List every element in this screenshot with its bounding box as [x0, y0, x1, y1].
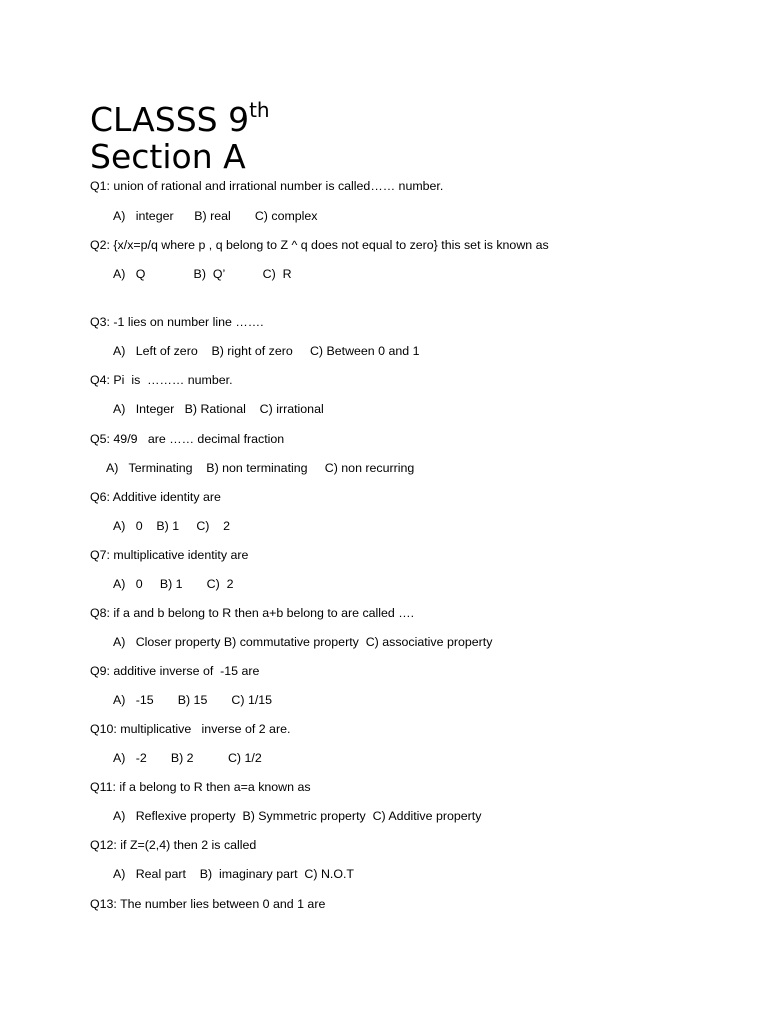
question-6: Q6: Additive identity are — [90, 490, 221, 504]
question-8: Q8: if a and b belong to R then a+b belong to are called …. — [90, 606, 415, 620]
question-5: Q5: 49/9 are …… decimal fraction — [90, 432, 285, 446]
question-12: Q12: if Z=(2,4) then 2 is called — [90, 838, 257, 852]
question-9: Q9: additive inverse of -15 are — [90, 664, 260, 678]
question-2-options: A) Q B) Q’ C) R — [113, 267, 292, 281]
question-3-options: A) Left of zero B) right of zero C) Between 0 and 1 — [113, 344, 420, 358]
question-6-options: A) 0 B) 1 C) 2 — [113, 519, 231, 533]
question-13: Q13: The number lies between 0 and 1 are — [90, 897, 326, 911]
class-title — [90, 93, 270, 139]
class-title-superscript: th — [249, 98, 270, 122]
class-title-text: CLASSS 9 — [90, 100, 250, 139]
question-10: Q10: multiplicative inverse of 2 are. — [90, 722, 291, 736]
question-11: Q11: if a belong to R then a=a known as — [90, 780, 311, 794]
question-9-options: A) -15 B) 15 C) 1/15 — [113, 693, 273, 707]
question-1-options: A) integer B) real C) complex — [113, 209, 318, 223]
question-8-options: A) Closer property B) commutative property C) associative property — [113, 635, 493, 649]
question-1: Q1: union of rational and irrational number is called…… number. — [90, 179, 444, 193]
question-5-options: A) Terminating B) non terminating C) non recurring — [106, 461, 415, 475]
section-title: Section A — [90, 137, 246, 176]
question-12-options: A) Real part B) imaginary part C) N.O.T — [113, 867, 354, 881]
question-7: Q7: multiplicative identity are — [90, 548, 249, 562]
question-3: Q3: -1 lies on number line ……. — [90, 315, 264, 329]
question-2: Q2: {x/x=p/q where p , q belong to Z ^ q does not equal to zero} this set is known as — [90, 238, 549, 252]
question-10-options: A) -2 B) 2 C) 1/2 — [113, 751, 262, 765]
question-4: Q4: Pi is ……… number. — [90, 373, 233, 387]
question-7-options: A) 0 B) 1 C) 2 — [113, 577, 234, 591]
question-4-options: A) Integer B) Rational C) irrational — [113, 402, 324, 416]
question-11-options: A) Reflexive property B) Symmetric property C) Additive property — [113, 809, 482, 823]
